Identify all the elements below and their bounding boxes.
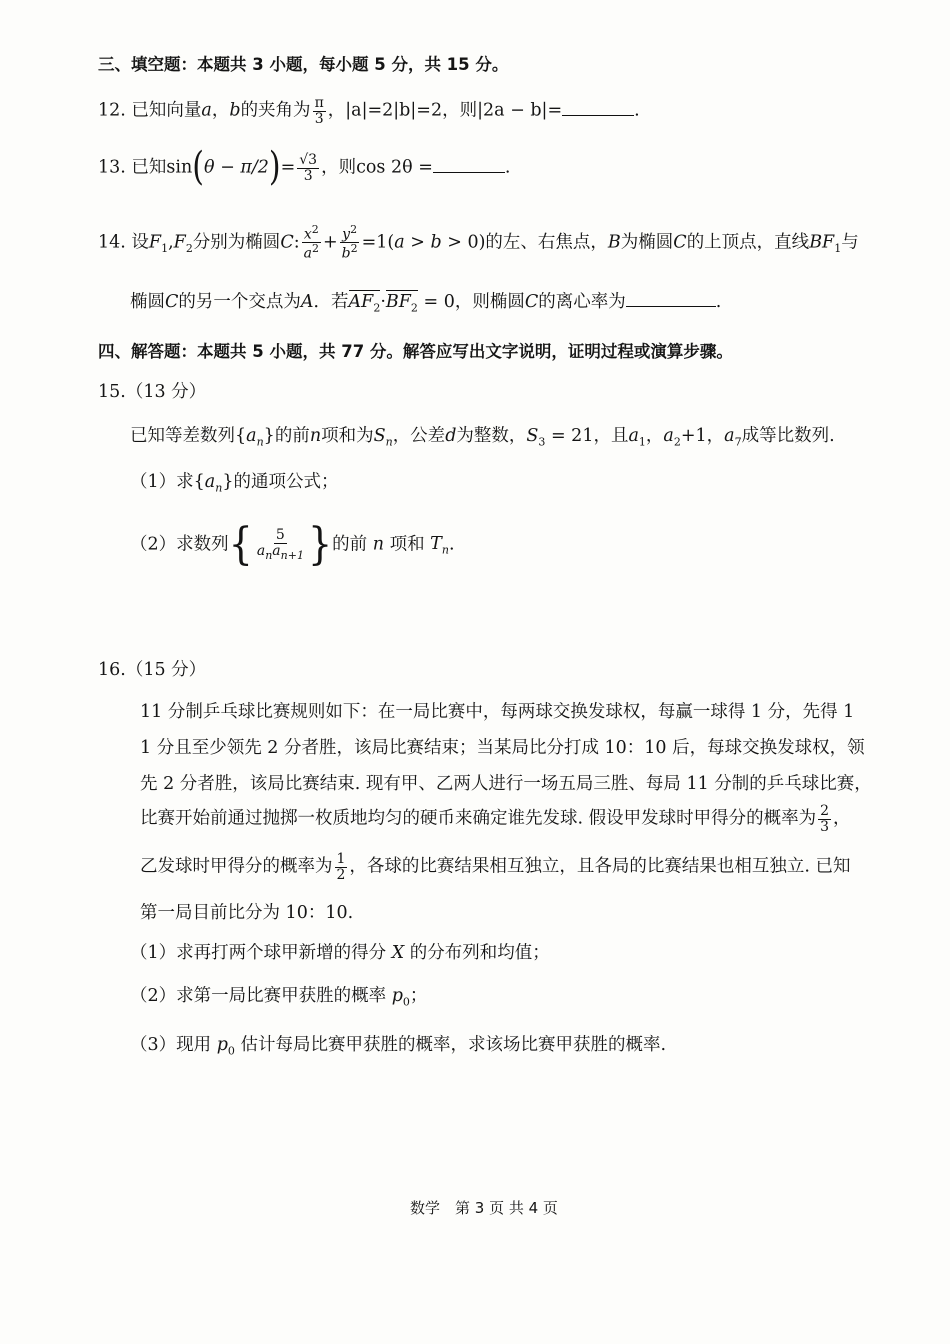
page-footer: 数学 第 3 页 共 4 页 bbox=[410, 1199, 558, 1217]
question-16-line-6: 第一局目前比分为 10：10. bbox=[140, 903, 354, 923]
question-16-title: 16.（15 分） bbox=[98, 660, 207, 680]
rhs-fraction: $\frac{√3}{3}$ bbox=[299, 151, 318, 184]
section-3-heading: 三、填空题：本题共 3 小题，每小题 5 分，共 15 分。 bbox=[98, 55, 509, 74]
question-16-line-4: 比赛开始前通过抛掷一枚质地均匀的硬币来确定谁先发球. 假设甲发球时甲得分的概率为 $\frac{2}{3}$ ， bbox=[140, 803, 851, 835]
question-16-line-1: 11 分制乒乓球比赛规则如下：在一局比赛中，每两球交换发球权，每赢一球得 1 分，先得 1 bbox=[140, 702, 855, 722]
question-15-part-1: （1）求$\{a_n\}$的通项公式； bbox=[130, 472, 339, 495]
question-16-line-3: 先 2 分者胜，该局比赛结束. 现有甲、乙两人进行一场五局三胜、每局 11 分制的乒乓球比赛， bbox=[140, 774, 872, 794]
question-15-stem: 已知等差数列$\{a_n\}$的前n项和为$S_n$，公差d为整数，$S_3 = 21$，且$a_1$，$a_2+1$，$a_7$成等比数列. bbox=[130, 426, 835, 449]
question-15-part-2: （2）求数列{ $\frac{5}{a_na_{n+1}}$ }的前 n 项和 $T_n$. bbox=[130, 518, 455, 570]
question-15-title: 15.（13 分） bbox=[98, 382, 207, 402]
question-14-cont: 椭圆C的另一个交点为A．若$AF_2\cdot BF_2 = 0$，则椭圆C的离心率为 . bbox=[130, 292, 722, 315]
question-16-part-3: （3）现用 $p_0$ 估计每局比赛甲获胜的概率，求该场比赛甲获胜的概率. bbox=[130, 1035, 667, 1058]
question-14: 14. 设$F_1,F_2$分别为椭圆C: $\frac{x^2}{a^2}$ + $\frac{y^2}{b^2}$ =1(a > b > 0)的左、右焦点，B为椭圆C的上顶点，直线$BF_1$与 bbox=[98, 223, 859, 262]
answer-blank bbox=[562, 114, 634, 116]
angle-fraction: $\frac{\pi}{3}$ bbox=[314, 95, 324, 127]
question-12: 12. 已知向量a，b的夹角为 $\frac{\pi}{3}$ ，|a|=2|b|=2，则|2a − b|= . bbox=[98, 95, 640, 127]
question-16-part-2: （2）求第一局比赛甲获胜的概率 $p_0$； bbox=[130, 986, 428, 1009]
question-16-line-5: 乙发球时甲得分的概率为 $\frac{1}{2}$ ，各球的比赛结果相互独立，且各局的比赛结果也相互独立. 已知 bbox=[140, 851, 851, 883]
question-13: 13. 已知sin(θ − π/2)= $\frac{√3}{3}$ ，则cos 2θ = . bbox=[98, 144, 511, 191]
answer-blank bbox=[433, 171, 505, 173]
section-4-heading: 四、解答题：本题共 5 小题，共 77 分。解答应写出文字说明，证明过程或演算步骤。 bbox=[98, 342, 733, 361]
answer-blank bbox=[626, 305, 716, 307]
question-16-line-2: 1 分且至少领先 2 分者胜，该局比赛结束；当某局比分打成 10：10 后，每球交换发球权，领 bbox=[140, 738, 865, 758]
question-16-part-1: （1）求再打两个球甲新增的得分 X 的分布列和均值； bbox=[130, 943, 550, 963]
